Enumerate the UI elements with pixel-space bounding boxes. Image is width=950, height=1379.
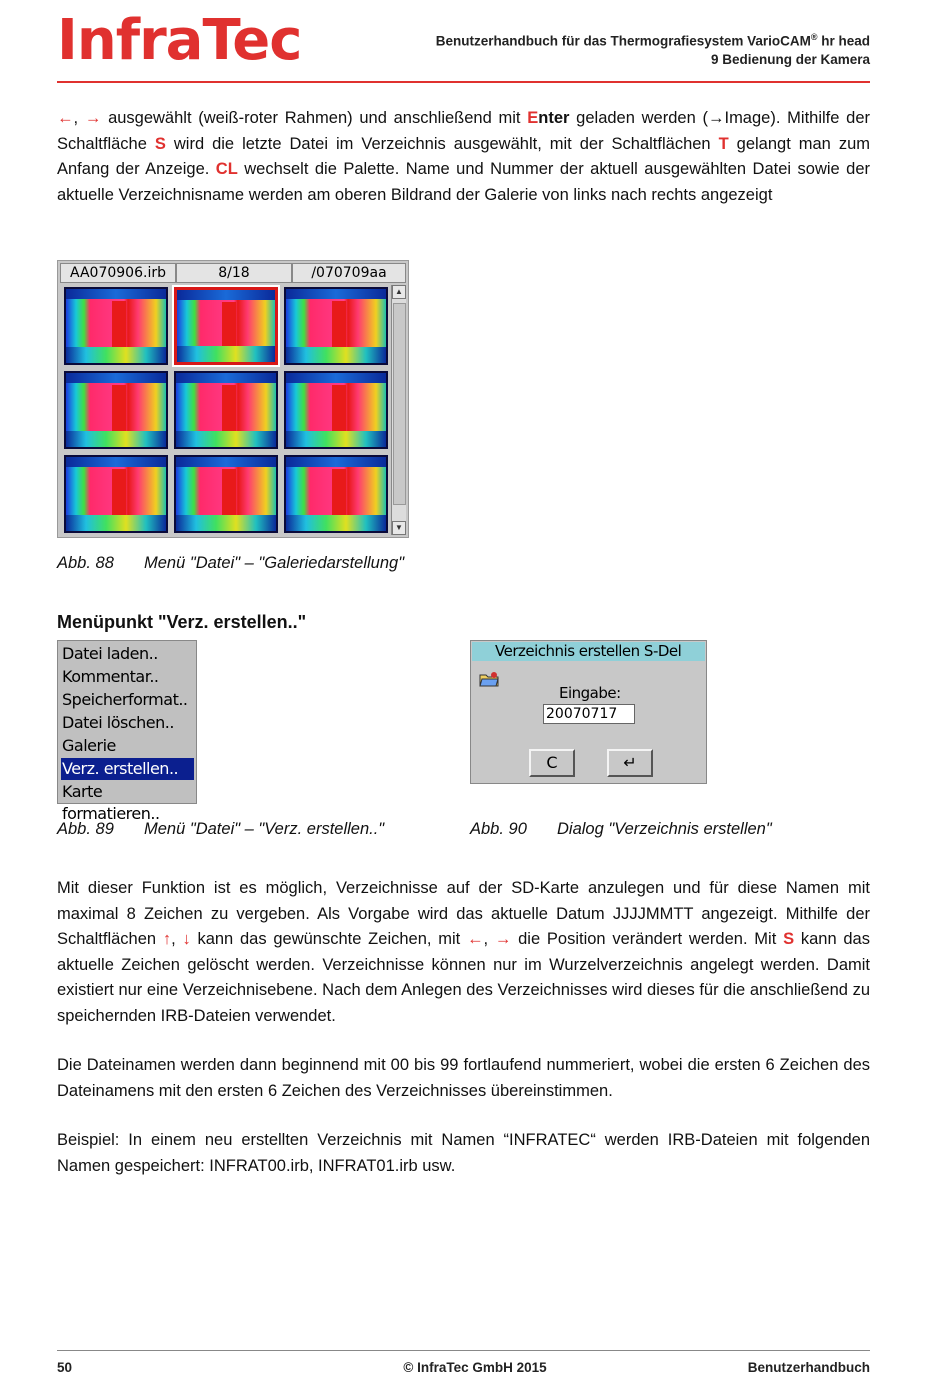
directory-name-input[interactable]: 20070717 — [543, 704, 635, 724]
header-title: Benutzerhandbuch für das Thermografiesystem VarioCAM® hr head — [435, 32, 870, 49]
gallery-filename: AA070906.irb — [60, 263, 176, 283]
page-number: 50 — [57, 1360, 73, 1375]
footer-copyright: © InfraTec GmbH 2015 — [403, 1360, 547, 1375]
infratec-logo: InfraTec — [57, 8, 302, 73]
gallery-thumbnail-grid — [64, 287, 392, 535]
footer-divider — [57, 1350, 870, 1351]
figure-89-caption: Menü "Datei" – "Verz. erstellen.." — [144, 820, 385, 838]
paragraph-gallery-intro: ←, → ausgewählt (weiß-roter Rahmen) und anschließend mit Enter geladen werden (→Image). Mithilfe der Schaltfläche S wird die letzte Datei im Verzeichnis ausgewählt, mit der Schaltflächen T gelangt man zum Anfang der Anzeige. CL wechselt die Palette. Name und Nummer der aktuell ausgewählten Datei sowie der aktuelle Verzeichnisname werden am oberen Bildrand der Galerie von links nach rechts angezeigt — [57, 109, 871, 204]
section-heading: Menüpunkt "Verz. erstellen.." — [57, 612, 307, 632]
menu-item[interactable]: Datei löschen.. — [62, 713, 174, 732]
dialog-title: Verzeichnis erstellen S-Del — [472, 642, 705, 661]
footer-document-title: Benutzerhandbuch — [747, 1360, 870, 1375]
dialog-input-label: Eingabe: — [559, 684, 621, 702]
menu-item[interactable]: Karte formatieren.. — [62, 782, 160, 823]
figure-90-number: Abb. 90 — [470, 820, 527, 838]
create-directory-dialog — [470, 640, 707, 784]
gallery-header — [60, 263, 406, 283]
clear-button[interactable]: C — [529, 749, 575, 777]
gallery-thumbnail[interactable] — [64, 455, 168, 533]
gallery-directory: /070709aa — [292, 263, 406, 283]
gallery-thumbnail[interactable] — [64, 371, 168, 449]
paragraph-function-description: Mit dieser Funktion ist es möglich, Verzeichnisse auf der SD-Karte anzulegen und für diese Namen mit maximal 8 Zeichen zu vergeben. Als Vorgabe wird das aktuelle Datum JJJJMMTT angezeigt. Mithilfe der Schaltflächen ↑, ↓ kann das gewünschte Zeichen, mit ←, → die Position verändert werden. Mit S kann das aktuelle Zeichen gelöscht werden. Verzeichnisse können nur im Wurzelverzeichnis angelegt werden. Damit existiert nur eine Verzeichnisebene. Nach dem Anlegen des Verzeichnisses wird dieses für die anschließend zu speichernden IRB-Dateien verwendet. — [57, 879, 870, 1025]
scrollbar-thumb[interactable] — [393, 303, 406, 505]
gallery-thumbnail[interactable] — [284, 371, 388, 449]
gallery-thumbnail[interactable] — [284, 287, 388, 365]
menu-item[interactable]: Kommentar.. — [62, 667, 159, 686]
gallery-counter: 8/18 — [176, 263, 292, 283]
menu-item[interactable]: Speicherformat.. — [62, 690, 188, 709]
menu-item[interactable]: Verz. erstellen.. — [61, 758, 194, 780]
gallery-scrollbar[interactable] — [391, 285, 406, 535]
gallery-thumbnail[interactable] — [174, 371, 278, 449]
header-chapter: 9 Bedienung der Kamera — [710, 52, 870, 67]
menu-item[interactable]: Galerie — [62, 736, 116, 755]
header-divider — [57, 81, 870, 83]
figure-88-number: Abb. 88 — [57, 554, 114, 572]
gallery-screen — [57, 260, 409, 538]
figure-88-caption: Menü "Datei" – "Galeriedarstellung" — [144, 554, 405, 572]
folder-icon — [479, 671, 499, 687]
gallery-thumbnail[interactable] — [174, 455, 278, 533]
menu-item[interactable]: Datei laden.. — [62, 644, 158, 663]
paragraph-file-numbering: Die Dateinamen werden dann beginnend mit 00 bis 99 fortlaufend nummeriert, wobei die ersten 6 Zeichen des Dateinamens mit den ersten 6 Zeichen des Verzeichnisses übereinstimmen. — [57, 1056, 870, 1100]
figure-90-caption: Dialog "Verzeichnis erstellen" — [557, 820, 772, 838]
figure-89-number: Abb. 89 — [57, 820, 114, 838]
gallery-thumbnail[interactable] — [174, 287, 278, 365]
confirm-enter-button[interactable]: ↵ — [607, 749, 653, 777]
file-menu — [57, 640, 197, 823]
scroll-up-arrow-icon[interactable]: ▲ — [392, 285, 406, 299]
scroll-down-arrow-icon[interactable]: ▼ — [392, 521, 406, 535]
paragraph-example: Beispiel: In einem neu erstellten Verzeichnis mit Namen “INFRATEC“ werden IRB-Dateien mit folgenden Namen gespeichert: INFRAT00.irb, INFRAT01.irb usw. — [57, 1131, 870, 1175]
gallery-thumbnail[interactable] — [284, 455, 388, 533]
gallery-thumbnail[interactable] — [64, 287, 168, 365]
